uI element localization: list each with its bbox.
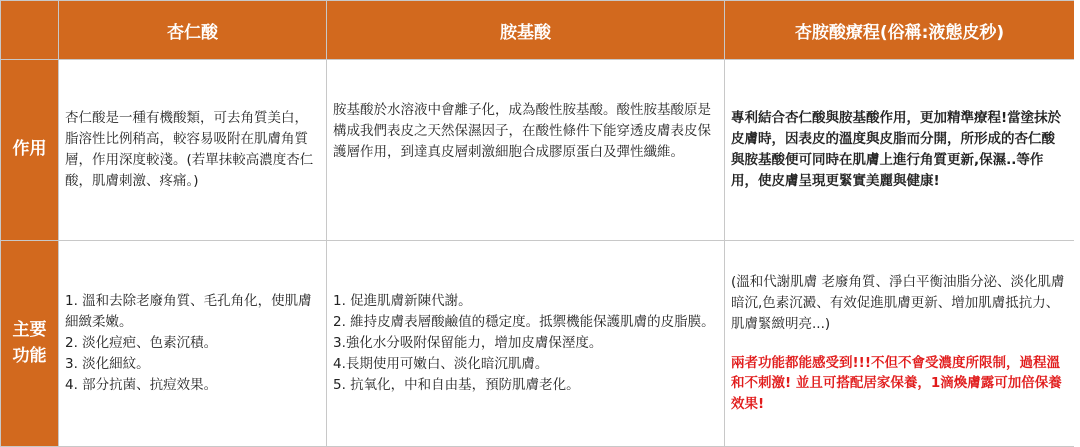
cell-function-amino xyxy=(327,241,725,447)
spacer xyxy=(731,335,1068,353)
cell-effect-amino: 胺基酸於水溶液中會離子化，成為酸性胺基酸。酸性胺基酸原是構成我們表皮之天然保濕因子，在酸性條件下能穿透皮膚表皮保護層作用，到達真皮層刺激細胞合成膠原蛋白及彈性纖維。 xyxy=(327,60,725,241)
header-amino-acid: 胺基酸 xyxy=(327,1,725,60)
header-combined-treatment: 杏胺酸療程(俗稱:液態皮秒) xyxy=(725,1,1075,60)
cell-effect-combined: 專利結合杏仁酸與胺基酸作用，更加精準療程!當塗抹於皮膚時，因表皮的溫度與皮脂而分開，所形成的杏仁酸與胺基酸便可同時在肌膚上進行角質更新,保濕..等作用，使皮膚呈現更緊實美麗與健康! xyxy=(725,60,1075,241)
header-corner xyxy=(1,1,59,60)
list-item: 5. 抗氧化，中和自由基，預防肌膚老化。 xyxy=(333,376,580,393)
list-item: 2. 維持皮膚表層酸鹼值的穩定度。抵禦機能保護肌膚的皮脂膜。 xyxy=(333,314,715,331)
list-item: 3.強化水分吸附保留能力，增加皮膚保溼度。 xyxy=(333,335,603,352)
header-mandelic-acid: 杏仁酸 xyxy=(59,1,327,60)
list-item: 4. 部分抗菌、抗痘效果。 xyxy=(65,376,218,393)
list-item: 2. 淡化痘疤、色素沉積。 xyxy=(65,335,218,352)
list-item: 1. 溫和去除老廢角質、毛孔角化，使肌膚細緻柔嫩。 xyxy=(65,293,312,331)
row-label-function-line1: 主要 xyxy=(12,320,47,340)
row-label-function-line2: 功能 xyxy=(12,345,47,366)
function-combined-summary: (溫和代謝肌膚 老廢角質、淨白平衡油脂分泌、淡化肌膚暗沉,色素沉澱、有效促進肌膚更新、增加肌膚抵抗力、肌膚緊緻明亮...) xyxy=(731,273,1065,332)
header-row xyxy=(1,1,1075,60)
cell-function-combined xyxy=(725,241,1075,447)
table-row-effect xyxy=(1,60,1075,241)
list-item: 3. 淡化細紋。 xyxy=(65,355,150,372)
row-label-effect: 作用 xyxy=(1,60,59,241)
cell-effect-mandelic: 杏仁酸是一種有機酸類，可去角質美白，脂溶性比例稍高，較容易吸附在肌膚角質層，作用深度較淺。(若單抹較高濃度杏仁酸，肌膚刺激、疼痛。) xyxy=(59,60,327,241)
list-item: 4.長期使用可嫩白、淡化暗沉肌膚。 xyxy=(333,355,549,372)
function-combined-highlight: 兩者功能都能感受到!!!不但不會受濃度所限制，過程溫和不刺激! 並且可搭配居家保養，1滴煥膚露可加倍保養效果! xyxy=(731,354,1062,413)
cell-function-mandelic xyxy=(59,241,327,447)
row-label-function xyxy=(1,241,59,447)
list-item: 1. 促進肌膚新陳代謝。 xyxy=(333,293,472,310)
right-edge xyxy=(1074,0,1080,447)
table-row-function xyxy=(1,241,1075,447)
